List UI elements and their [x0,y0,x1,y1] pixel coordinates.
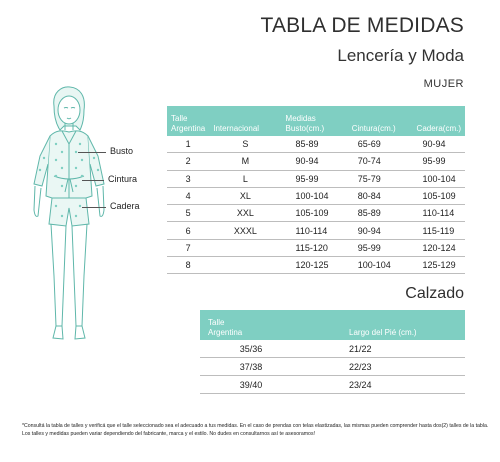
table-row [167,136,465,153]
table-cell: 6 [167,222,209,239]
table-cell: 95-99 [348,239,413,256]
table-cell: 1 [167,136,209,153]
table-cell: 39/40 [200,376,302,394]
table-cell: 35/36 [200,340,302,358]
calzado-title: Calzado [405,285,464,302]
table-cell: 21/22 [302,340,465,358]
footnote-line-1: *Consultá la tabla de talles y verificá que el talle seleccionado sea el adecuado a tus medidas. En el caso de prendas con telas elastizadas, las mismas pueden comprender hasta dos(2) talles de la tabla. [22,423,489,429]
table-cell: 125-129 [413,257,465,274]
header-internacional: Internacional [209,106,281,136]
table-row [167,239,465,256]
table-cell: 95-99 [282,170,348,187]
table-cell: 115-119 [413,222,465,239]
table-row [200,376,465,394]
table-cell: 85-89 [348,205,413,222]
table-cell: 120-124 [413,239,465,256]
table-cell: M [209,153,281,170]
table-row [200,340,465,358]
header-cadera: Cadera(cm.) [413,106,465,136]
page-title: TABLA DE MEDIDAS [260,14,464,37]
table-row [167,153,465,170]
table-cell: XL [209,187,281,204]
table-cell: 115-120 [282,239,348,256]
header-largo-pie: Largo del Pié (cm.) [302,310,465,340]
table-cell: 8 [167,257,209,274]
table-cell: 105-109 [282,205,348,222]
table-cell: 5 [167,205,209,222]
table-cell: 70-74 [348,153,413,170]
table-row [167,257,465,274]
size-table [167,106,465,274]
table-cell: 110-114 [413,205,465,222]
table-cell: 2 [167,153,209,170]
table-cell [209,257,281,274]
table-cell: 90-94 [413,136,465,153]
table-cell: 3 [167,170,209,187]
footnote [22,422,492,438]
woman-figure-illustration [22,86,117,348]
table-cell: 37/38 [200,358,302,376]
table-cell: 105-109 [413,187,465,204]
table-row [167,170,465,187]
table-cell: 100-104 [348,257,413,274]
shoe-size-table [200,310,465,394]
table-cell: 100-104 [282,187,348,204]
table-cell: XXXL [209,222,281,239]
header-medidas-busto: Medidas Busto(cm.) [282,106,348,136]
cadera-pointer-line [82,207,106,208]
table-cell: 7 [167,239,209,256]
header-cintura: Cintura(cm.) [348,106,413,136]
table-cell: 120-125 [282,257,348,274]
table-cell: 95-99 [413,153,465,170]
table-cell: 75-79 [348,170,413,187]
table-cell: 85-89 [282,136,348,153]
table-row [167,205,465,222]
header-shoe-talle: Talle Argentina [200,310,302,340]
busto-label: Busto [110,146,134,156]
table-cell: XXL [209,205,281,222]
size-table-header [167,106,465,136]
table-cell: 4 [167,187,209,204]
table-cell: S [209,136,281,153]
cintura-label: Cintura [108,174,138,184]
header-talle-argentina: Talle Argentina [167,106,209,136]
page-subtitle: Lencería y Moda [337,46,464,65]
table-cell: L [209,170,281,187]
category-label: MUJER [423,78,464,90]
footnote-line-2: Los talles y medidas pueden variar dependiendo del fabricante, marca y el estilo. No dudes en consultarnos así te asesoramos! [22,431,315,437]
table-row [167,187,465,204]
table-cell: 80-84 [348,187,413,204]
table-cell [209,239,281,256]
cadera-label: Cadera [110,201,140,211]
busto-pointer-line [78,152,106,153]
shoe-table-header [200,310,465,340]
table-cell: 110-114 [282,222,348,239]
table-cell: 90-94 [282,153,348,170]
table-row [167,222,465,239]
table-cell: 23/24 [302,376,465,394]
table-cell: 100-104 [413,170,465,187]
table-cell: 22/23 [302,358,465,376]
cintura-pointer-line [82,180,104,181]
table-row [200,358,465,376]
table-cell: 90-94 [348,222,413,239]
table-cell: 65-69 [348,136,413,153]
